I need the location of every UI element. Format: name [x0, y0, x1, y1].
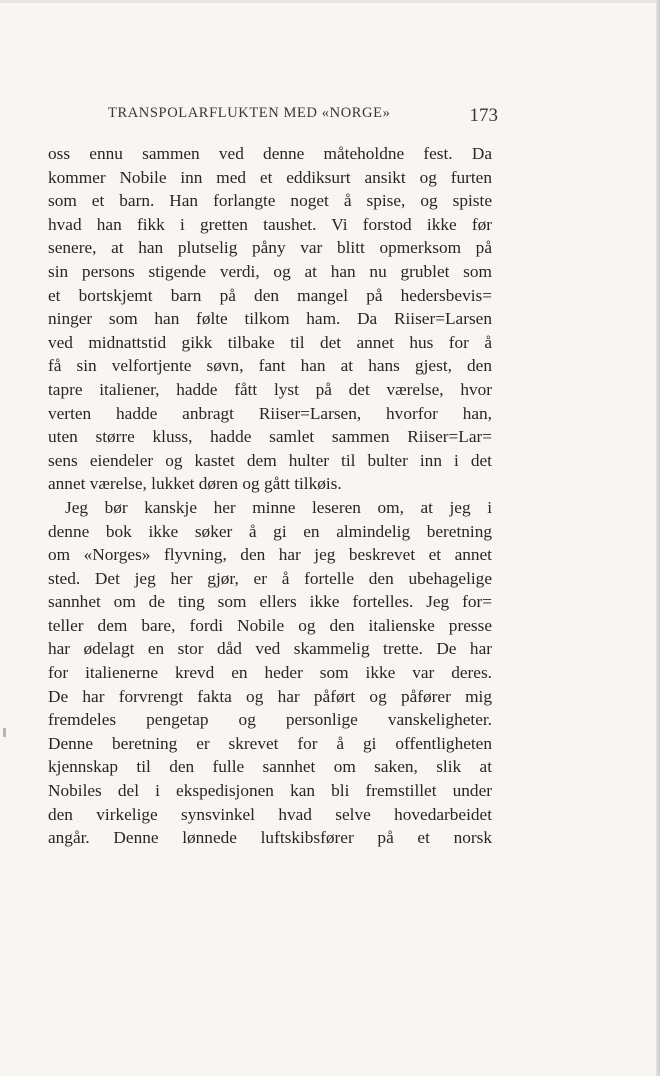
text-line: om «Norges» flyvning, den har jeg beskrevet et annet	[48, 545, 492, 565]
text-line: Jeg bør kanskje her minne leseren om, at jeg i	[65, 497, 492, 517]
text-line: fremdeles pengetap og personlige vanskeligheter.	[48, 710, 492, 730]
text-line: uten større kluss, hadde samlet sammen Riiser=Lar=	[48, 427, 492, 447]
text-line: verten hadde anbragt Riiser=Larsen, hvorfor han,	[48, 403, 492, 423]
text-line: ved midnattstid gikk tilbake til det annet hus for å	[48, 332, 492, 352]
text-line: Denne beretning er skrevet for å gi offentligheten	[48, 733, 492, 753]
text-line: for italienerne krevd en heder som ikke var deres.	[48, 663, 492, 683]
text-line: angår. Denne lønnede luftskibsfører på et norsk	[48, 828, 492, 848]
text-line: Nobiles del i ekspedisjonen kan bli fremstillet under	[48, 781, 492, 801]
paragraph-2	[48, 496, 492, 850]
body-text	[48, 142, 492, 850]
text-line: et bortskjemt barn på den mangel på hedersbevis=	[48, 285, 492, 305]
text-line: senere, at han plutselig påny var blitt opmerksom på	[48, 238, 492, 258]
text-line: De har forvrengt fakta og har påført og påfører mig	[48, 686, 492, 706]
text-line: sens eiendeler og kastet dem hulter til bulter inn i det	[48, 450, 492, 470]
text-line: sin persons stigende verdi, og at han nu grublet som	[48, 261, 492, 281]
text-line: ninger som han følte tilkom ham. Da Riiser=Larsen	[48, 309, 492, 329]
text-line: denne bok ikke søker å gi en almindelig beretning	[48, 521, 492, 541]
text-line: hvad han fikk i gretten taushet. Vi forstod ikke før	[48, 214, 492, 234]
text-line: som et barn. Han forlangte noget å spise, og spiste	[48, 191, 492, 211]
page-number: 173	[469, 105, 498, 126]
running-title: TRANSPOLARFLUKTEN MED «NORGE»	[108, 105, 391, 121]
text-line: annet værelse, lukket døren og gått tilkøis.	[48, 474, 342, 494]
text-line: har ødelagt en stor dåd ved skammelig trette. De har	[48, 639, 492, 659]
text-line: den virkelige synsvinkel hvad selve hovedarbeidet	[48, 804, 492, 824]
text-line: kommer Nobile inn med et eddiksurt ansikt og furten	[48, 167, 492, 187]
running-header	[108, 103, 498, 127]
text-line: teller dem bare, fordi Nobile og den italienske presse	[48, 615, 492, 635]
page-top-edge	[0, 0, 660, 3]
paragraph-1	[48, 142, 492, 496]
text-line: sannhet om de ting som ellers ikke fortelles. Jeg for=	[48, 592, 492, 612]
margin-mark	[3, 728, 6, 737]
page-right-edge	[656, 0, 660, 1076]
text-line: tapre italiener, hadde fått lyst på det værelse, hvor	[48, 379, 492, 399]
text-line: sted. Det jeg her gjør, er å fortelle den ubehagelige	[48, 568, 492, 588]
text-line: kjennskap til den fulle sannhet om saken, slik at	[48, 757, 492, 777]
text-line: oss ennu sammen ved denne måteholdne fest. Da	[48, 144, 492, 163]
text-line: få sin velfortjente søvn, fant han at hans gjest, den	[48, 356, 492, 376]
